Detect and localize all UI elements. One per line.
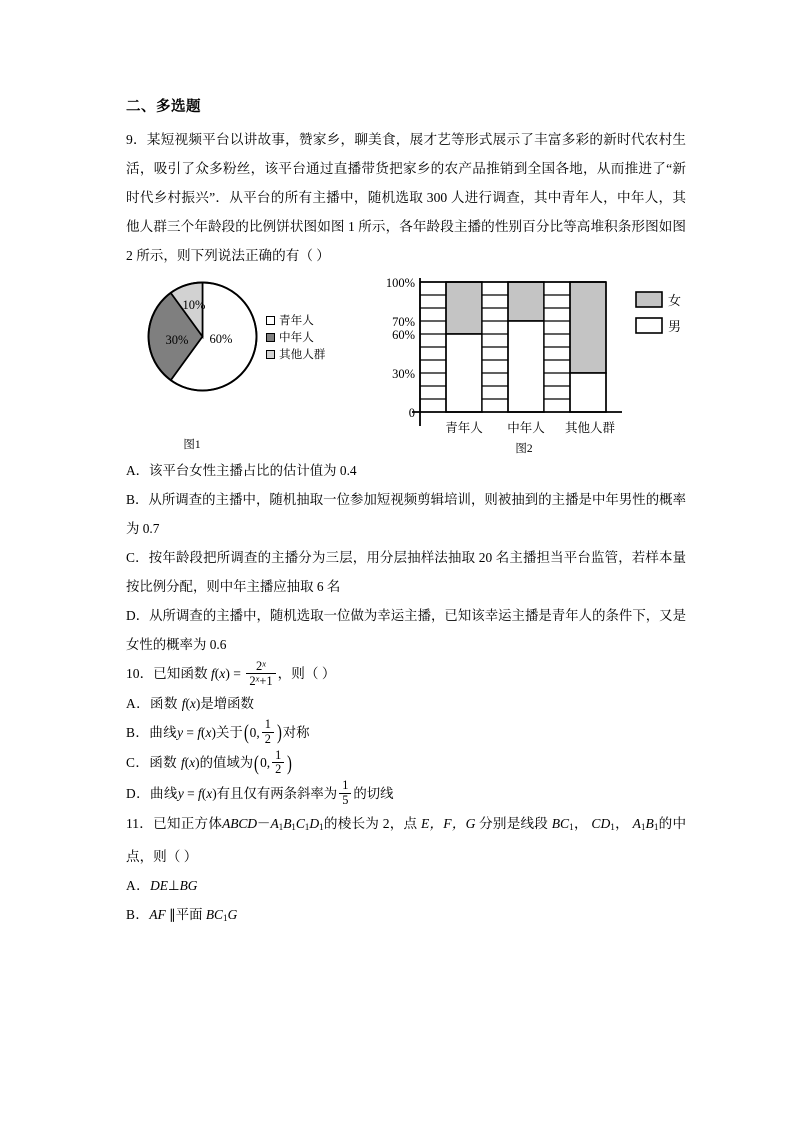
- xtick-middleage: 中年人: [507, 420, 545, 435]
- question-11-stem-mid2: 分别是线段: [479, 815, 549, 831]
- pie-label-others: 10%: [182, 297, 206, 312]
- figure-2-bar-chart: [374, 274, 686, 454]
- section-title: 二、多选题: [126, 99, 201, 115]
- question-9-option-c: C．按年龄段把所调查的主播分为三层，用分层抽样法抽取 20 名主播担当平台监管，若样本量按比例分配，则中年主播应抽取 6 名: [126, 549, 686, 594]
- legend-swatch-white-icon: [266, 316, 275, 325]
- question-10-option-d: D．曲线y = f(x)有且仅有两条斜率为 $\frac{1}{5}$ 的切线: [126, 777, 394, 807]
- figure-2-caption: 图2: [515, 442, 533, 455]
- ytick-30: 30%: [392, 366, 415, 381]
- bar-others-female: [570, 282, 606, 373]
- xtick-others: 其他人群: [564, 420, 616, 435]
- legend-swatch-light-icon: [266, 350, 275, 359]
- question-10-option-b: B．曲线y = f(x)关于(0, $\frac{1}{2}$ )对称: [126, 717, 310, 747]
- pie-label-youth: 60%: [209, 331, 233, 346]
- question-11-stem-prefix: 11．已知正方体: [126, 815, 223, 831]
- question-10-stem-suffix: ，则（ ）: [277, 665, 336, 681]
- pie-graphic: [146, 280, 259, 393]
- bar-legend-swatch-male-icon: [636, 318, 662, 333]
- question-11-option-b: B．AF ∥平面 $BC_1G$: [126, 907, 238, 924]
- bar-others-male: [570, 373, 606, 412]
- pie-label-middle-age: 30%: [165, 332, 189, 347]
- bar-youth-female: [446, 282, 482, 334]
- question-9-option-b: B．从所调查的主播中，随机抽取一位参加短视频剪辑培训，则被抽到的主播是中年男性的概率为 0.7: [126, 491, 686, 536]
- question-11-stem-mid: 的棱长为 2，点: [323, 815, 418, 831]
- question-9-option-a: A．该平台女性主播占比的估计值为 0.4: [126, 462, 357, 478]
- ytick-70: 70%: [392, 314, 415, 329]
- question-11-stem: 11．已知正方体$ABCD-A_1B_1C_1D_1$的棱长为 2，点 E，F，G 分别是线段 $BC_1$， $CD_1$， $A_1B_1$的中点，则（ ）: [126, 815, 687, 865]
- figure-1-pie-chart: [138, 276, 378, 456]
- bar-legend-label-female: 女: [668, 292, 682, 308]
- question-10-formula: $\frac{2^x}{2^x+1}$: [246, 659, 275, 688]
- question-11-stem-line2: 的中点，则（ ）: [126, 815, 687, 865]
- bar-middleage-male: [508, 321, 544, 412]
- question-11-option-a: A．DE⊥BG: [126, 878, 198, 894]
- pie-legend-label-others: 其他人群: [279, 347, 326, 361]
- question-9-stem: 9．某短视频平台以讲故事，赞家乡，聊美食，展才艺等形式展示了丰富多彩的新时代农村生活，吸引了众多粉丝，该平台通过直播带货把家乡的农产品推销到全国各地，从而推进了“新时代乡村振兴”．从平台的所有主播中，随机选取 300 人进行调查，其中青年人，中年人，其他人群三个年龄段的比例饼状图如图 1 所示，各年龄段主播的性别百分比等高堆积条形图如图 2 所示，则下列说法正确的有（ ）: [126, 131, 686, 263]
- pie-legend-item-youth: [266, 312, 325, 329]
- legend-swatch-dark-icon: [266, 333, 275, 342]
- pie-legend: [266, 312, 325, 363]
- pie-legend-item-middle-age: [266, 329, 325, 346]
- figure-1-caption: 图1: [183, 438, 201, 451]
- page-content: [126, 98, 686, 933]
- question-10-stem-prefix: 10．已知函数: [126, 665, 208, 681]
- question-10-stem: 10．已知函数 f(x) = $\frac{2^x}{2^x+1}$ ，则（ ）: [126, 658, 336, 688]
- pie-legend-label-middle-age: 中年人: [279, 330, 314, 344]
- bar-legend-label-male: 男: [668, 318, 682, 334]
- bar-legend-swatch-female-icon: [636, 292, 662, 307]
- question-10-fx: f: [210, 665, 215, 681]
- question-9-option-d: D．从所调查的主播中，随机选取一位做为幸运主播，已知该幸运主播是青年人的条件下，又是女性的概率为 0.6: [126, 607, 686, 652]
- bar-youth-male: [446, 334, 482, 412]
- pie-legend-item-others: [266, 346, 325, 363]
- figures-row: [126, 274, 686, 456]
- xtick-youth: 青年人: [445, 420, 483, 435]
- question-10-option-c: C．函数 f(x)的值域为(0, $\frac{1}{2}$ ): [126, 747, 293, 777]
- ytick-60: 60%: [392, 327, 415, 342]
- question-11-points: E，F，G: [420, 815, 476, 831]
- ytick-100: 100%: [385, 275, 415, 290]
- ytick-0: 0: [408, 405, 415, 420]
- pie-legend-label-youth: 青年人: [279, 313, 314, 327]
- question-10-option-a: A．函数 f(x)是增函数: [126, 696, 254, 712]
- bar-middleage-female: [508, 282, 544, 321]
